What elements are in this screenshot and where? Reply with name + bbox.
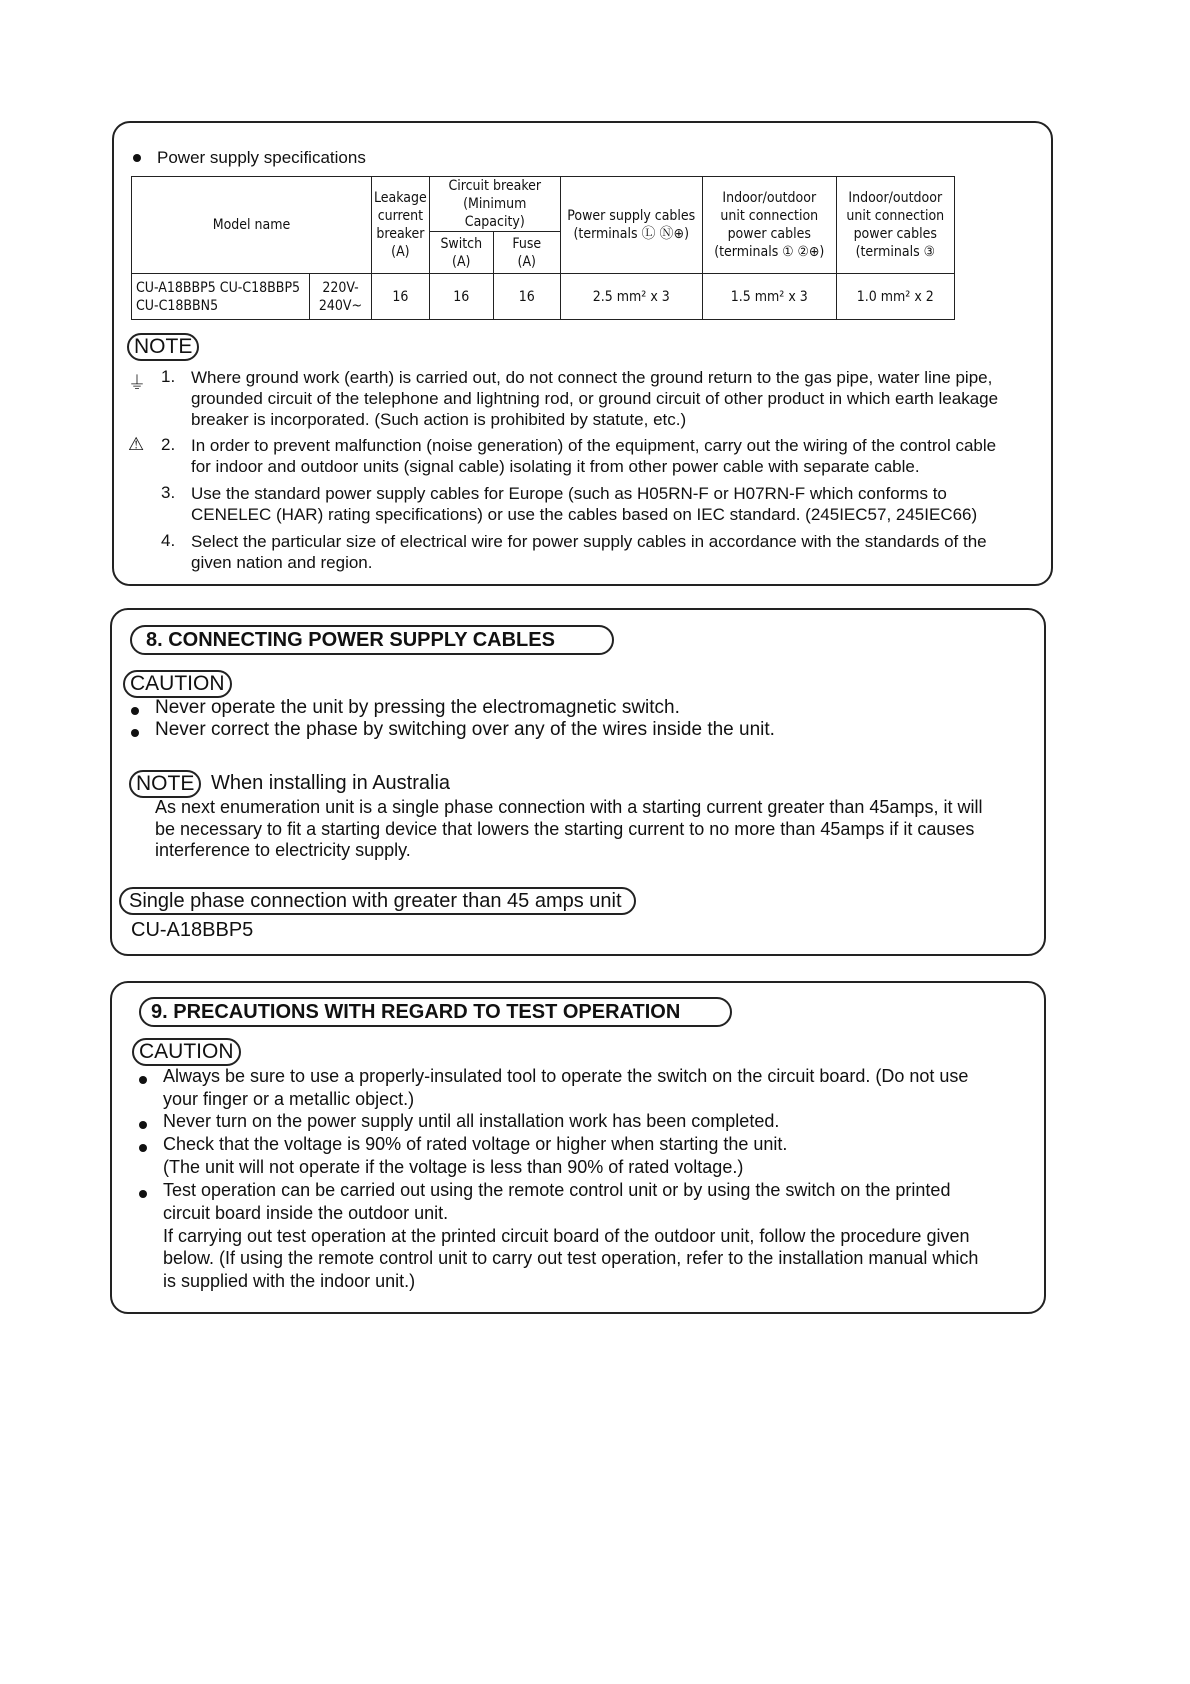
precaution-item-1: Always be sure to use a properly-insulated tool to operate the switch on the circuit board. (Do not use your finger or a metallic object.) bbox=[163, 1066, 969, 1109]
bullet-icon bbox=[131, 729, 139, 737]
cell-io-signal: 1.0 mm² x 2 bbox=[836, 274, 954, 320]
cell-leakage: 16 bbox=[372, 274, 430, 320]
header-leakage: Leakage current breaker (A) bbox=[372, 177, 430, 274]
cell-fuse: 16 bbox=[493, 274, 560, 320]
australia-note-text: As next enumeration unit is a single phase connection with a starting current greater than 45amps, it will be necessary to fit a starting device that lowers the starting current to no more than 45amps if it causes interference to electricity supply. bbox=[155, 797, 983, 860]
note-item-3: Use the standard power supply cables for Europe (such as H05RN-F or H07RN-F which conforms to CENELEC (HAR) rating specifications) or use the cables based on IEC standard. (245IEC57, 245IEC66) bbox=[191, 484, 978, 524]
precaution-item-4: Test operation can be carried out using the remote control unit or by using the switch on the printed circuit board inside the outdoor unit. If carrying out test operation at the printed circuit board of the outdoor unit, follow the procedure given below. (If using the remote control unit to carry out test operation, refer to the installation manual which is supplied with the indoor unit.) bbox=[163, 1180, 979, 1292]
note-number: 1. bbox=[161, 367, 176, 386]
precaution-item-3: Check that the voltage is 90% of rated voltage or higher when starting the unit. (The unit will not operate if the voltage is less than 90% of rated voltage.) bbox=[163, 1134, 788, 1177]
bullet-icon bbox=[133, 154, 141, 162]
caution-label: CAUTION bbox=[123, 670, 232, 698]
power-supply-heading: Power supply specifications bbox=[157, 148, 366, 167]
note-item-2: In order to prevent malfunction (noise generation) of the equipment, carry out the wiring of the control cable for indoor and outdoor units (signal cable) isolating it from other power cable with separate cable. bbox=[191, 436, 997, 476]
header-model-name: Model name bbox=[132, 177, 372, 274]
header-switch: Switch (A) bbox=[429, 232, 493, 274]
note-title: When installing in Australia bbox=[211, 772, 451, 794]
note-item-4: Select the particular size of electrical wire for power supply cables in accordance with the standards of the given nation and region. bbox=[191, 532, 987, 572]
header-io-power: Indoor/outdoor unit connection power cables (terminals ① ②⊕) bbox=[702, 177, 836, 274]
single-phase-label: Single phase connection with greater than 45 amps unit bbox=[119, 887, 636, 915]
power-supply-table bbox=[131, 176, 955, 320]
note-label: NOTE bbox=[127, 333, 199, 361]
bullet-icon bbox=[139, 1144, 147, 1152]
table-row bbox=[132, 274, 955, 320]
header-circuit-breaker: Circuit breaker (Minimum Capacity) bbox=[429, 177, 560, 232]
cell-power-cable: 2.5 mm² x 3 bbox=[560, 274, 702, 320]
precaution-item-2: Never turn on the power supply until all installation work has been completed. bbox=[163, 1111, 780, 1131]
note-number: 4. bbox=[161, 531, 176, 550]
unit-model: CU-A18BBP5 bbox=[131, 919, 254, 941]
header-fuse: Fuse (A) bbox=[493, 232, 560, 274]
caution-item-1: Never operate the unit by pressing the electromagnetic switch. bbox=[155, 697, 680, 718]
warning-icon: ⚠ bbox=[128, 434, 145, 454]
bullet-icon bbox=[139, 1190, 147, 1198]
bullet-icon bbox=[131, 707, 139, 715]
cell-models: CU-A18BBP5 CU-C18BBP5 CU-C18BBN5 bbox=[132, 274, 310, 320]
note-number: 3. bbox=[161, 483, 176, 502]
section-9-title: 9. PRECAUTIONS WITH REGARD TO TEST OPERATION bbox=[139, 997, 732, 1027]
section-8-title: 8. CONNECTING POWER SUPPLY CABLES bbox=[130, 625, 614, 655]
note-label: NOTE bbox=[129, 770, 201, 798]
note-number: 2. bbox=[161, 435, 176, 454]
header-io-signal: Indoor/outdoor unit connection power cables (terminals ③ bbox=[836, 177, 954, 274]
ground-icon: ⏚ bbox=[128, 373, 146, 393]
caution-label: CAUTION bbox=[132, 1038, 241, 1066]
note-item-1: Where ground work (earth) is carried out, do not connect the ground return to the gas pipe, water line pipe, grounded circuit of the telephone and lightning rod, or ground circuit of other product in which earth leakage breaker is incorporated. (Such action is prohibited by statute, etc.) bbox=[191, 368, 999, 429]
cell-switch: 16 bbox=[429, 274, 493, 320]
bullet-icon bbox=[139, 1076, 147, 1084]
cell-voltage: 220V- 240V~ bbox=[310, 274, 372, 320]
bullet-icon bbox=[139, 1121, 147, 1129]
cell-io-power: 1.5 mm² x 3 bbox=[702, 274, 836, 320]
caution-item-2: Never correct the phase by switching over any of the wires inside the unit. bbox=[155, 719, 775, 740]
header-power-cables: Power supply cables (terminals Ⓛ Ⓝ⊕) bbox=[560, 177, 702, 274]
